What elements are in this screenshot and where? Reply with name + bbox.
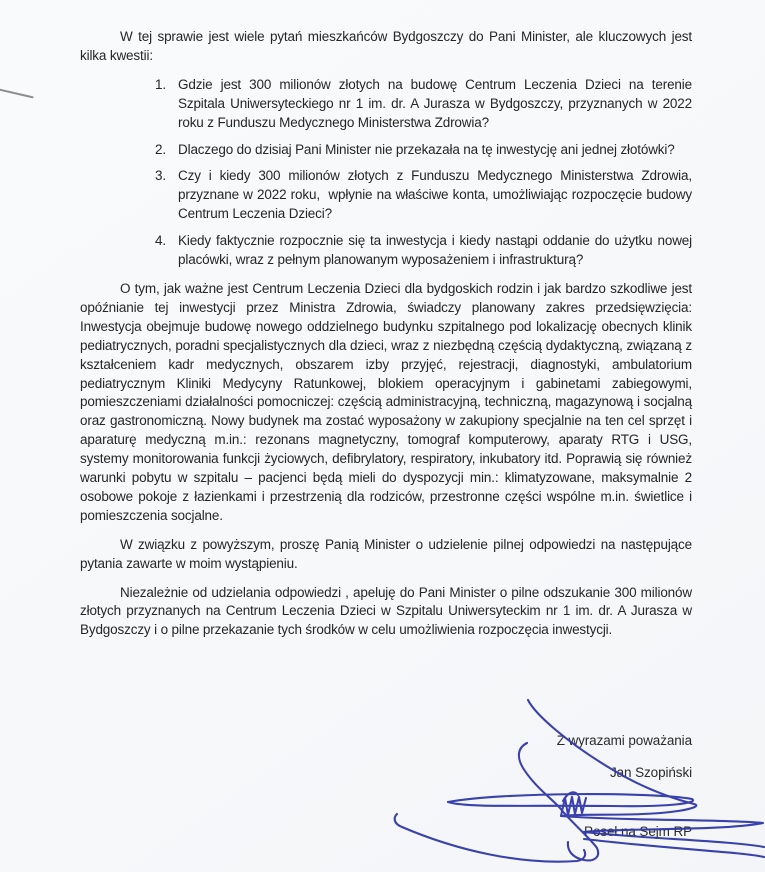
signature-ink-strokes: [395, 700, 764, 862]
question-text: Kiedy faktycznie rozpocznie się ta inwestycja i kiedy nastąpi oddanie do użytku nowej placówki, wraz z pełnym planowanym wyposażeniem i infrastrukturą?: [178, 233, 696, 268]
question-item: [155, 76, 696, 133]
signatory-name: Jan Szopiński: [610, 765, 692, 780]
question-item: [155, 141, 692, 160]
appeal-paragraph: Niezależnie od udzielania odpowiedzi , apeluję do Pani Minister o pilne odszukanie 300 milionów złotych przyznanych na Centrum Leczenia Dzieci w Szpitalu Uniwersyteckim nr 1 im. dr. A Jurasza w Bydgoszczy i o pilne przekazanie tych środków w celu umożliwienia rozpoczęcia inwestycji.: [80, 584, 696, 638]
question-number: 1.: [155, 76, 166, 92]
scan-artifact: [0, 88, 34, 99]
letter-body: [80, 28, 700, 650]
signatory-title: Poseł na Sejm RP: [584, 824, 692, 839]
intro-paragraph: W tej sprawie jest wiele pytań mieszkańców Bydgoszczy do Pani Minister, ale kluczowych jest kilka kwestii:: [80, 29, 696, 63]
question-item: [155, 232, 696, 270]
question-text: Gdzie jest 300 milionów złotych na budowę Centrum Leczenia Dzieci na terenie Szpitala Uniwersyteckiego nr 1 im. dr. A Jurasza w Bydgoszczy, przyznanych w 2022 roku z Funduszu Medycznego Ministerstwa Zdrowia?: [178, 76, 696, 130]
questions-list: [155, 76, 696, 270]
request-paragraph: W związku z powyższym, proszę Panią Minister o udzielenie pilnej odpowiedzi na następujące pytania zawarte w moim wystąpieniu.: [80, 536, 700, 571]
question-text: Czy i kiedy 300 milionów złotych z Funduszu Medycznego Ministerstwa Zdrowia, przyznane w 2022 roku, wpłynie na właściwe konta, umożliwiając rozpoczęcie budowy Centrum Leczenia Dzieci?: [178, 168, 696, 222]
closing-line: Z wyrazami poważania: [556, 733, 692, 748]
question-item: [155, 167, 696, 224]
scope-paragraph: O tym, jak ważne jest Centrum Leczenia Dzieci dla bydgoskich rodzin i jak bardzo szkodliwe jest opóźnianie tej inwestycji przez Ministra Zdrowia, świadczy planowany zakres przedsięwzięcia: Inwestycja obejmuje budowę nowego oddzielnego budynku szpitalnego pod lokalizację obecnych klinik pediatrycznych, poradni specjalistycznych dla dzieci, wraz z niezbędną częścią dydaktyczną, związaną z kształceniem kadr medycznych, obszarem izby przyjęć, rejestracji, diagnostyki, ambulatorium pediatrycznym Kliniki Medycyny Ratunkowej, blokiem operacyjnym i gabinetami zabiegowymi, pomieszczeniami działalności pomocniczej: częścią administracyjną, techniczną, magazynową i socjalną oraz gastronomiczną. Nowy budynek ma zostać wyposażony w zakupiony specjalnie na ten cel sprzęt i aparaturę medyczną m.in.: rezonans magnetyczny, tomograf komputerowy, aparaty RTG i USG, systemy monitorowania funkcji życiowych, defibrylatory, respiratory, inkubatory itd. Poprawią się również warunki pobytu w szpitalu – pacjenci będą mieli do dyspozycji min.: klimatyzowane, maksymalnie 2 osobowe pokoje z łazienkami i przestrzenią dla rodziców, przestronne części wspólne m.in. świetlice i pomieszczenia socjalne.: [80, 280, 696, 523]
question-number: 4.: [155, 233, 166, 249]
question-text: Dlaczego do dzisiaj Pani Minister nie przekazała na tę inwestycję ani jednej złotówki?: [178, 141, 675, 157]
signature-ink: [370, 680, 765, 872]
question-number: 2.: [155, 141, 166, 157]
question-number: 3.: [155, 168, 166, 184]
